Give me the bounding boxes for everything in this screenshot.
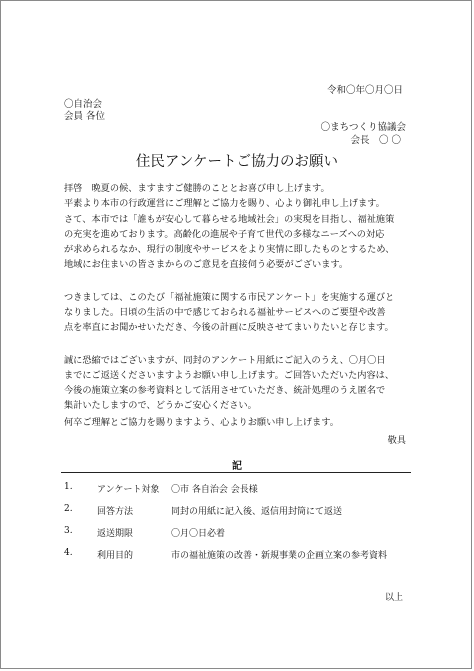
text-line: 何卒ご理解とご協力を賜りますよう、心よりお願い申し上げます。 [64, 417, 339, 428]
closing-salutation: 敬具 [387, 435, 406, 446]
end-mark: 以上 [384, 593, 403, 603]
text-line: さて、本市では「誰もが安心して暮らせる地域社会」の実現を目指し、福祉施策 [64, 214, 395, 225]
detail-item [64, 504, 424, 526]
text-line: 地域にお住まいの皆さまからのご意見を直接伺う必要がございます。 [64, 259, 349, 270]
document-title: 住民アンケートご協力のお願い [135, 154, 339, 170]
item-value: 市の福祉施策の改善・新規事業の企画立案の参考資料 [171, 551, 388, 561]
paragraph-request [64, 353, 424, 413]
recipient-members: 会員 各位 [64, 111, 106, 122]
item-number: 1. [64, 482, 73, 492]
text-line: が求められるなか、現行の制度やサービスをより実情に即したものとするため、 [64, 244, 395, 255]
text-line: の充実を進めております。高齢化の進展や子育て世代の多様なニーズへの対応 [64, 229, 385, 240]
item-value: 〇市 各自治会 会長様 [171, 485, 258, 495]
item-number: 3. [64, 526, 73, 536]
paragraph-closing [64, 415, 424, 430]
paragraph-purpose [64, 290, 424, 335]
item-number: 4. [64, 548, 73, 558]
item-label: 返送期限 [97, 529, 134, 539]
ki-heading: 記 [232, 461, 242, 472]
text-line: 平素より本市の行政運営にご理解とご協力を賜り、心より御礼申し上げます。 [64, 198, 385, 209]
detail-item [64, 548, 424, 570]
item-label: 回答方法 [97, 507, 134, 517]
sender-name: 会長 〇 〇 [350, 135, 401, 146]
item-value: 同封の用紙に記入後、返信用封筒にて返送 [171, 507, 343, 517]
detail-item [64, 482, 424, 504]
text-line: 拝啓 晩夏の候、ますますご健勝のこととお喜び申し上げます。 [64, 183, 330, 194]
letter-date: 令和〇年〇月〇日 [326, 85, 403, 96]
item-label: 利用目的 [97, 551, 134, 561]
text-line: つきましては、このたび「福祉施策に関する市民アンケート」を実施する運びと [64, 292, 395, 303]
details-list [64, 482, 424, 570]
paragraph-greeting [64, 181, 424, 211]
text-line: 誠に恐縮ではございますが、同封のアンケート用紙にご記入のうえ、〇月〇日 [64, 355, 386, 366]
text-line: 今後の施策立案の参考資料として活用させていただき、統計処理のうえ匿名で [64, 385, 386, 396]
item-label: アンケート対象 [97, 485, 160, 495]
text-line: 集計いたしますので、どうかご安心ください。 [64, 400, 257, 411]
detail-item [64, 526, 424, 548]
sender-organization: 〇まちつくり協議会 [320, 122, 406, 133]
text-line: までにご返送くださいますようお願い申し上げます。ご回答いただいた内容は、 [64, 370, 395, 381]
item-number: 2. [64, 504, 73, 514]
text-line: 点を率直にお聞かせいただき、今後の計画に反映させてまいりたいと存じます。 [64, 322, 394, 333]
divider-line [61, 472, 411, 473]
item-value: 〇月〇日必着 [171, 529, 226, 539]
recipient-organization: 〇自治会 [64, 99, 103, 110]
paragraph-background [64, 212, 424, 272]
text-line: なりました。日頃の生活の中で感じておられる福祉サービスへのご要望や改善 [64, 307, 386, 318]
